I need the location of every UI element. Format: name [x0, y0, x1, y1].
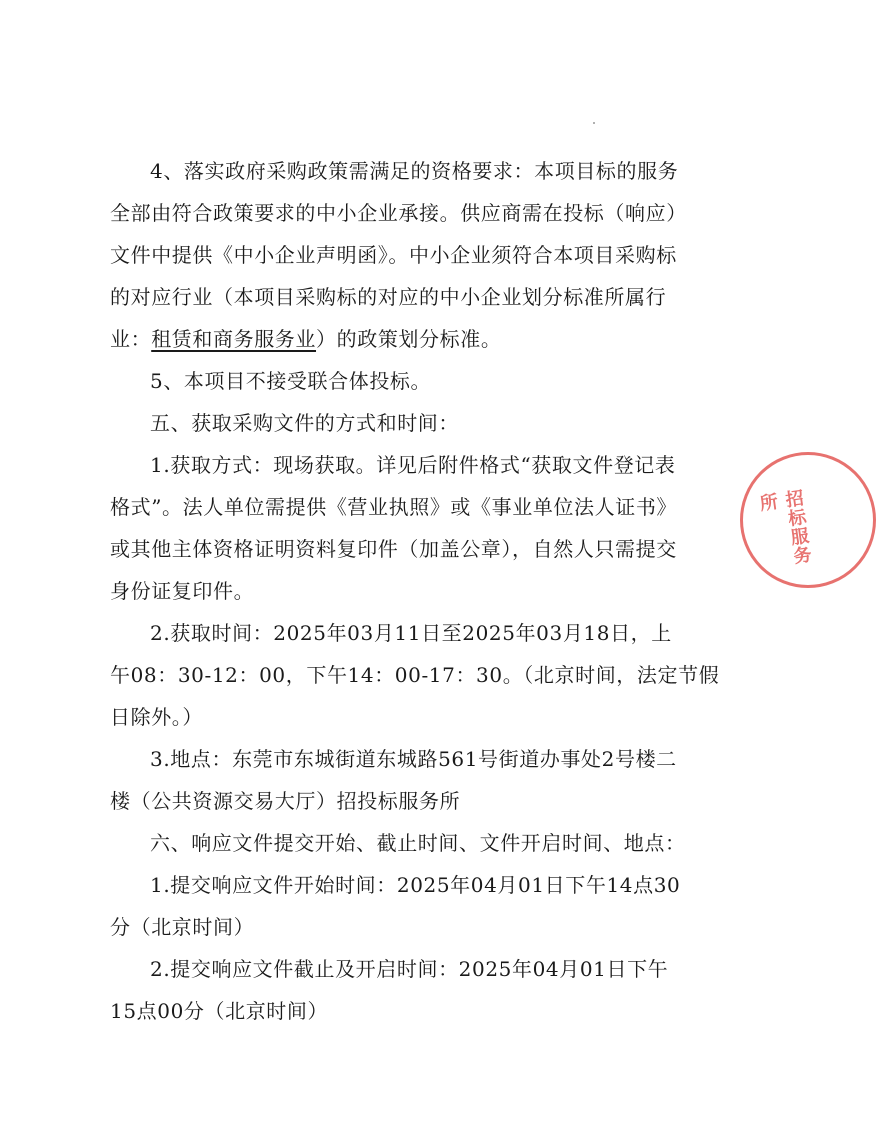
acquire-time-line-3: 日除外。）: [110, 705, 203, 729]
industry-name: 租赁和商务服务业: [151, 327, 317, 351]
seal-text: 招标服务所: [755, 488, 813, 567]
acquire-method-line-3: 或其他主体资格证明资料复印件（加盖公章），自然人只需提交: [110, 537, 677, 561]
acquire-time-line-2: 午08：30-12：00，下午14：00-17：30。（北京时间，法定节假: [110, 663, 720, 687]
acquire-method-line-1: 1.获取方式：现场获取。详见后附件格式“获取文件登记表: [150, 453, 676, 477]
section-6-heading: 六、响应文件提交开始、截止时间、文件开启时间、地点：: [150, 831, 686, 855]
location-line-2: 楼（公共资源交易大厅）招投标服务所: [110, 789, 461, 813]
para-4-line-5: [110, 326, 690, 352]
submit-deadline-line-1: 2.提交响应文件截止及开启时间：2025年04月01日下午: [150, 957, 669, 981]
scan-speck: [593, 122, 595, 124]
submit-start-line-1: 1.提交响应文件开始时间：2025年04月01日下午14点30: [150, 873, 681, 897]
para-4-line-1: 4、落实政府采购政策需满足的资格要求：本项目标的服务: [150, 159, 679, 183]
industry-suffix: ）的政策划分标准。: [316, 327, 502, 351]
acquire-method-line-2: 格式”。法人单位需提供《营业执照》或《事业单位法人证书》: [110, 495, 678, 519]
para-4-line-4: 的对应行业（本项目采购标的对应的中小企业划分标准所属行: [110, 285, 667, 309]
section-5-heading: 五、获取采购文件的方式和时间：: [150, 411, 459, 435]
location-line-1: 3.地点：东莞市东城街道东城路561号街道办事处2号楼二: [150, 747, 677, 771]
acquire-method-line-4: 身份证复印件。: [110, 579, 255, 603]
para-5: 5、本项目不接受联合体投标。: [150, 369, 432, 393]
official-seal: [740, 452, 876, 588]
acquire-time-line-1: 2.获取时间：2025年03月11日至2025年03月18日，上: [150, 621, 672, 645]
submit-deadline-line-2: 15点00分（北京时间）: [110, 999, 329, 1023]
submit-start-line-2: 分（北京时间）: [110, 915, 255, 939]
para-4-line-2: 全部由符合政策要求的中小企业承接。供应商需在投标（响应）: [110, 201, 687, 225]
industry-prefix: 业：: [110, 327, 152, 351]
para-4-line-3: 文件中提供《中小企业声明函》。中小企业须符合本项目采购标: [110, 243, 677, 267]
